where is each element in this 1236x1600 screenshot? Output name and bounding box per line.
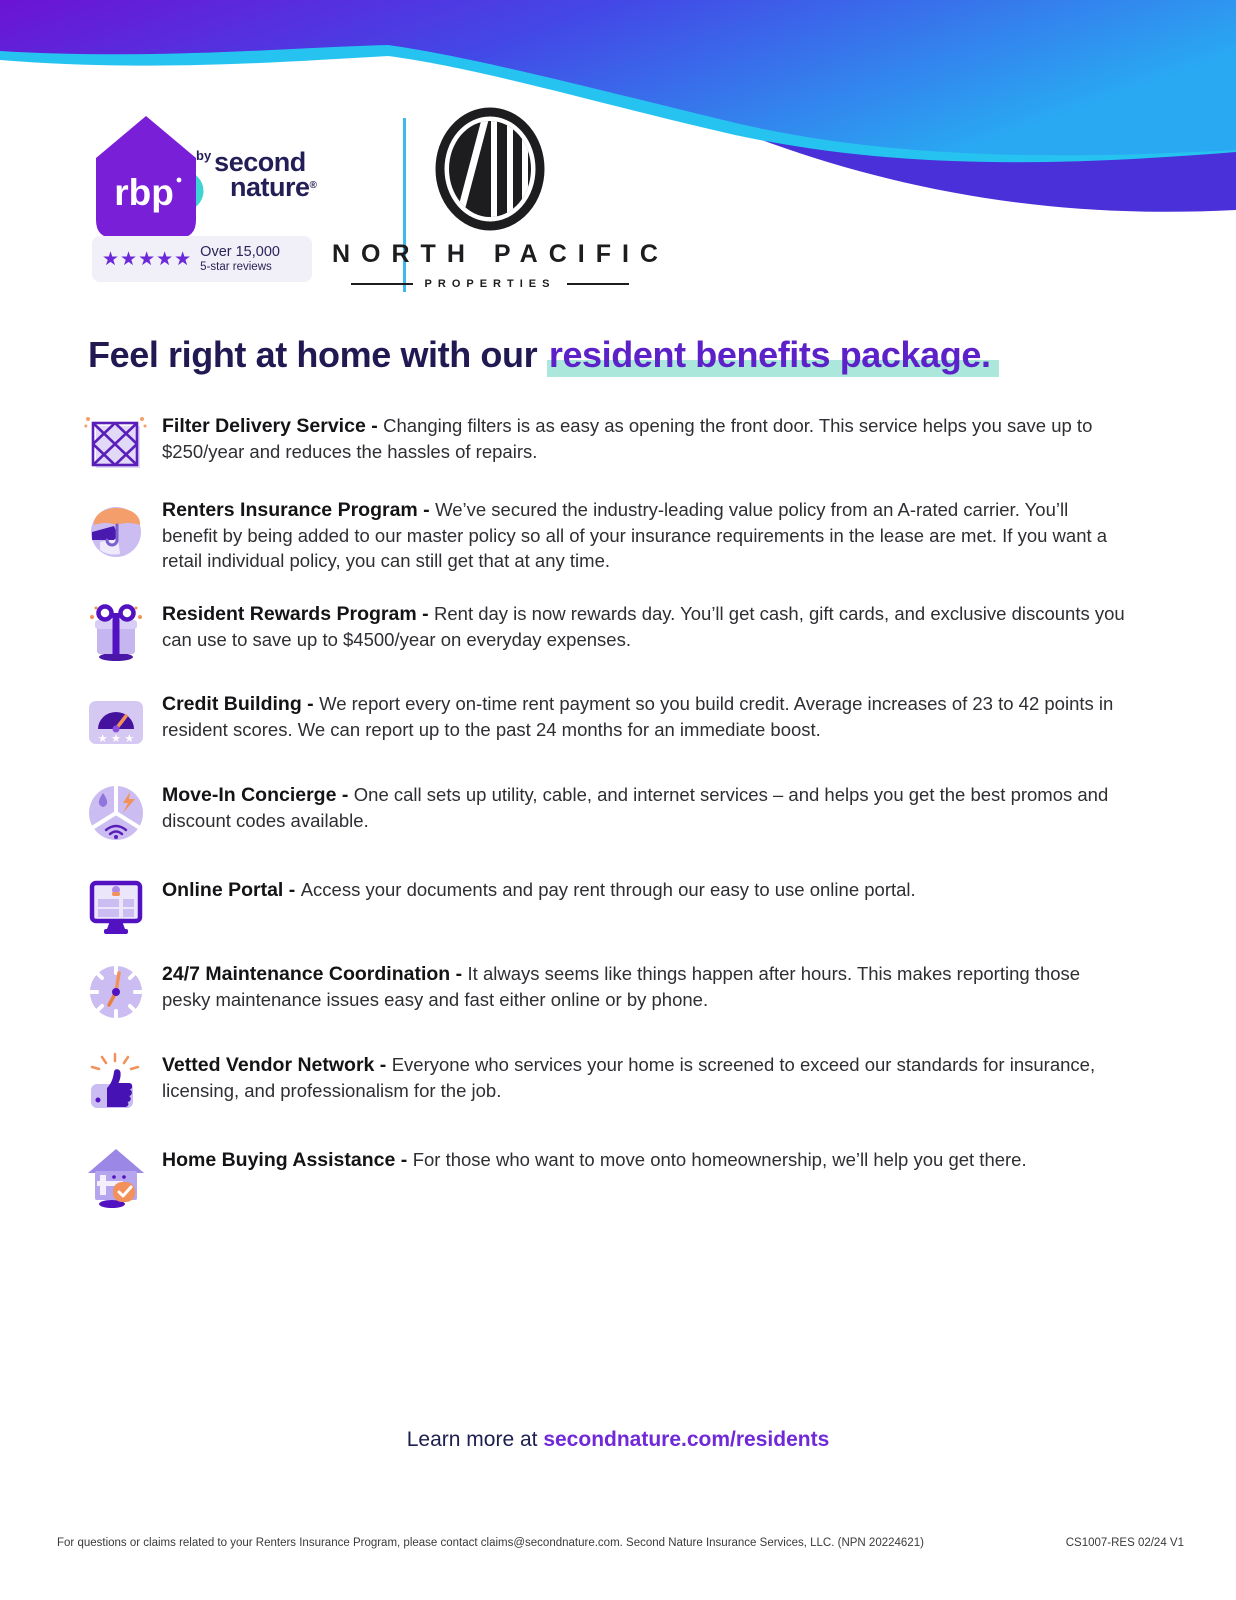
credit-gauge-icon — [84, 690, 148, 754]
brand-line2: nature — [230, 171, 310, 202]
learn-more-line — [0, 1428, 1236, 1452]
benefit-text — [162, 600, 1128, 653]
benefit-vetted-vendor-network — [84, 1051, 1138, 1115]
registered-mark: ® — [309, 179, 317, 191]
page-title-highlight: resident benefits package. — [547, 334, 999, 377]
clock-icon — [84, 960, 148, 1024]
benefit-description: For those who want to move onto homeownership, we’ll help you get there. — [412, 1149, 1027, 1170]
benefit-title: 24/7 Maintenance Coordination - — [162, 963, 468, 985]
benefit-text — [162, 412, 1128, 465]
learn-more-link[interactable]: secondnature.com/residents — [543, 1428, 830, 1451]
benefit-title: Resident Rewards Program - — [162, 603, 434, 625]
benefit-title: Credit Building - — [162, 693, 320, 715]
five-stars-icon: ★★★★★ — [102, 247, 193, 270]
page-title-prefix: Feel right at home with our — [88, 334, 547, 375]
benefit-title: Renters Insurance Program - — [162, 499, 436, 521]
utilities-pie-icon — [84, 781, 148, 845]
benefit-text — [162, 781, 1128, 834]
reviews-caption: 5-star reviews — [200, 260, 272, 273]
thumbs-up-icon — [84, 1051, 148, 1115]
benefit-text — [162, 690, 1128, 743]
benefit-resident-rewards — [84, 600, 1138, 664]
benefit-title: Filter Delivery Service - — [162, 415, 384, 437]
benefit-text — [162, 1146, 1128, 1174]
benefit-maintenance-coordination — [84, 960, 1138, 1024]
benefit-move-in-concierge — [84, 781, 1138, 845]
second-nature-wordmark — [196, 147, 317, 202]
benefit-description: Rent day is now rewards day. You’ll get cash, gift cards, and exclusive discounts you can use to save up to $4500/year on everyday expenses. — [162, 603, 1125, 650]
benefit-description: We report every on-time rent payment so you build credit. Average increases of 23 to 42 points in resident scores. We can report up to the past 24 months for an immediate boost. — [162, 693, 1114, 740]
insurance-disclaimer: For questions or claims related to your Renters Insurance Program, please contact claims@secondnature.com. Second Nature Insurance Services, LLC. (NPN 20224621) — [57, 1537, 924, 1549]
home-check-icon — [84, 1146, 148, 1210]
reviews-badge — [92, 236, 312, 282]
benefit-text — [162, 876, 1128, 904]
benefit-description: Access your documents and pay rent through our easy to use online portal. — [300, 879, 916, 900]
learn-more-prefix: Learn more at — [406, 1428, 544, 1451]
benefit-title: Online Portal - — [162, 879, 301, 901]
reviews-count: Over 15,000 — [200, 243, 280, 260]
north-pacific-emblem-icon — [434, 106, 546, 232]
benefit-renters-insurance — [84, 496, 1138, 573]
benefit-text — [162, 496, 1128, 573]
online-portal-icon — [84, 876, 148, 940]
benefit-text — [162, 960, 1128, 1013]
svg-text:rbp: rbp — [114, 172, 174, 213]
benefit-title: Vetted Vendor Network - — [162, 1054, 392, 1076]
company-name: NORTH PACIFIC — [332, 240, 669, 268]
gift-box-icon — [84, 600, 148, 664]
rule-left — [351, 283, 413, 285]
svg-text:★ ★ ★: ★ ★ ★ — [97, 732, 135, 745]
document-code: CS1007-RES 02/24 V1 — [1065, 1537, 1184, 1549]
page-title — [88, 334, 999, 376]
benefit-description: Changing filters is as easy as opening the front door. This service helps you save up to $250/year and reduces the hassles of repairs. — [162, 415, 1093, 462]
renters-insurance-icon — [84, 496, 148, 560]
rule-right — [567, 283, 629, 285]
benefit-online-portal — [84, 876, 1138, 940]
benefit-description: We’ve secured the industry-leading value policy from an A-rated carrier. You’ll benefit by being added to our master policy so all of your insurance requirements in the lease are met. If you want a retail individual policy, you can still get that at any time. — [162, 499, 1108, 571]
benefit-description: One call sets up utility, cable, and internet services – and helps you get the best promos and discount codes available. — [162, 784, 1109, 831]
benefit-title: Home Buying Assistance - — [162, 1149, 413, 1171]
benefit-home-buying-assistance — [84, 1146, 1138, 1210]
benefit-description: Everyone who services your home is screened to exceed our standards for insurance, licensing, and professionalism for the job. — [162, 1054, 1096, 1101]
benefit-description: It always seems like things happen after hours. This makes reporting those pesky maintenance issues easy and fast either online or by phone. — [162, 963, 1081, 1010]
brand-line1: second — [214, 147, 306, 177]
company-subtitle: PROPERTIES — [424, 278, 556, 290]
air-filter-icon — [84, 412, 148, 476]
benefit-credit-building — [84, 690, 1138, 754]
by-label: by — [196, 148, 212, 163]
company-subtitle-row — [332, 278, 648, 290]
benefit-text — [162, 1051, 1128, 1104]
north-pacific-logo — [332, 106, 669, 290]
benefit-title: Move-In Concierge - — [162, 784, 354, 806]
benefit-filter-delivery — [84, 412, 1138, 476]
